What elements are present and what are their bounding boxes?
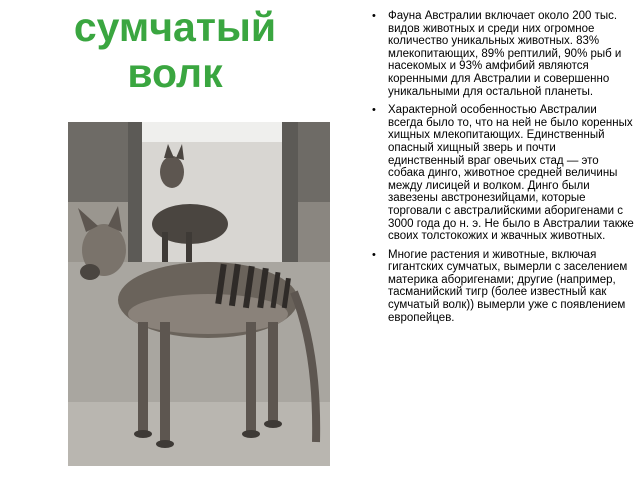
bullet-item-2: [372, 104, 634, 243]
title-line-1: сумчатый: [73, 4, 277, 50]
thylacine-photo: [68, 122, 330, 466]
bullet-text-2: Характерной особенностью Австралии всегда было то, что на ней не было коренных хищных млекопитающих. Единственный опасный хищный зверь и почти единственный враг овечьих стад — это собака динго, животное средней величины между лисицей и волком. Динго были завезены австронезийцами, которые торговали с австралийскими аборигенами с 3000 года до н. э. Не было в Австралии также своих толстокожих и жвачных животных.: [388, 104, 634, 243]
bullet-item-3: [372, 249, 634, 325]
bullet-marker: •: [372, 248, 376, 261]
bullet-text-1: Фауна Австралии включает около 200 тыс. видов животных и среди них огромное количество уникальных животных. 83% млекопитающих, 89% рептилий, 90% рыб и насекомых и 93% амфибий являются коренными для Австралии и совершенно уникальными для остальной планеты.: [388, 10, 622, 98]
bullet-list: [372, 10, 634, 330]
bullet-marker: •: [372, 10, 376, 22]
slide-title: [40, 4, 310, 96]
bullet-marker: •: [372, 104, 376, 117]
bullet-item-1: [372, 10, 634, 98]
bullet-text-3: Многие растения и животные, включая гигантских сумчатых, вымерли с заселением материка аборигенами; другие (например, тасманийский тигр (более известный как сумчатый волк)) вымерли уже с появлением европейцев.: [388, 248, 628, 324]
title-line-2: волк: [127, 50, 223, 96]
